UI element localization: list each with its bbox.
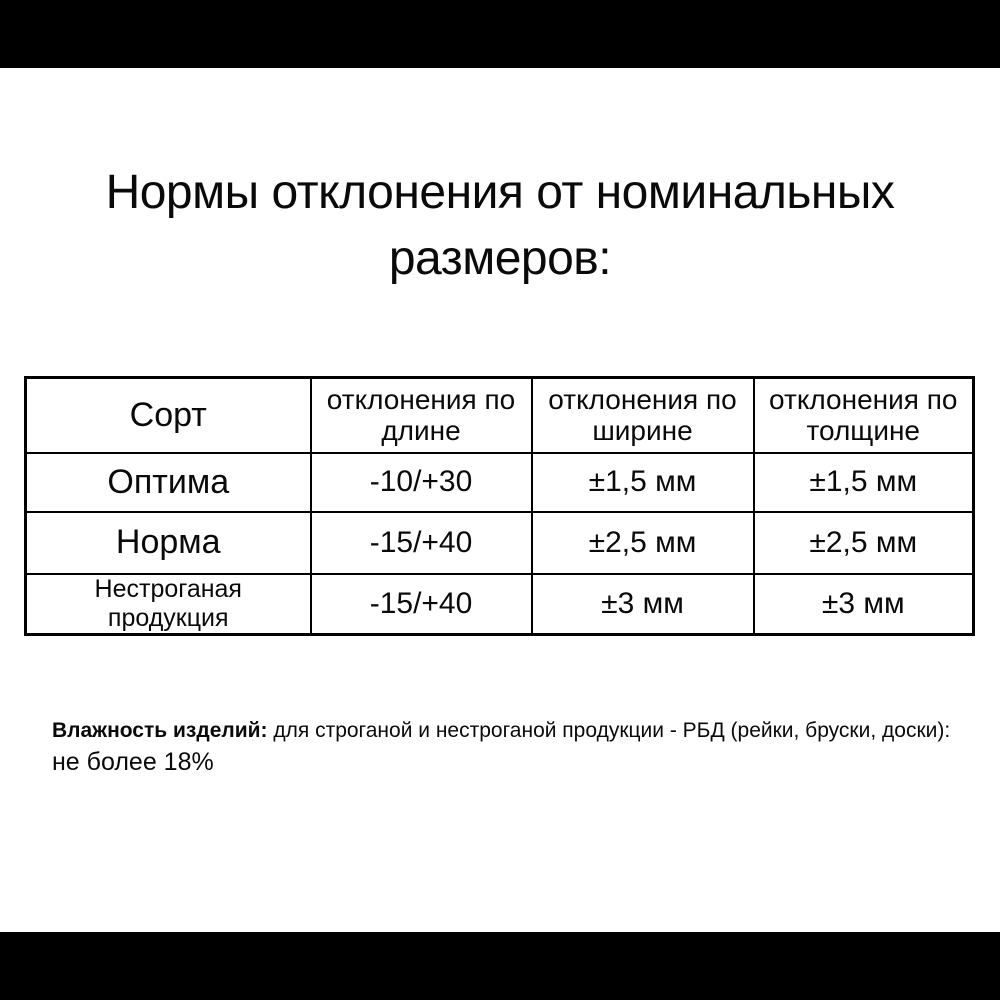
deviation-norms-table [24, 376, 975, 636]
moisture-note [52, 716, 952, 778]
length-deviation-cell: -15/+40 [311, 574, 532, 635]
top-black-band [0, 0, 1000, 68]
length-deviation-cell: -10/+30 [311, 453, 532, 512]
length-deviation-cell: -15/+40 [311, 512, 532, 574]
grade-cell: Норма [26, 512, 311, 574]
thickness-deviation-cell: ±3 мм [754, 574, 974, 635]
moisture-note-line1 [52, 716, 952, 746]
table-row-unplaned-products [26, 574, 974, 635]
thickness-deviation-cell: ±2,5 мм [754, 512, 974, 574]
table-header-row [26, 378, 974, 453]
moisture-note-text: для строганой и нестроганой продукции - РБД (рейки, бруски, доски): [267, 718, 951, 742]
grade-cell: Нестроганая продукция [26, 574, 311, 635]
table-row-norma [26, 512, 974, 574]
page-title: Нормы отклонения от номинальных размеров: [105, 166, 895, 285]
moisture-note-label: Влажность изделий: [52, 718, 268, 742]
table-row-optima [26, 453, 974, 512]
thickness-deviation-cell: ±1,5 мм [754, 453, 974, 512]
moisture-note-line2: не более 18% [52, 747, 214, 776]
column-header-thickness-deviation: отклонения по толщине [754, 378, 974, 453]
column-header-length-deviation: отклонения по длине [311, 378, 532, 453]
column-header-grade: Сорт [26, 378, 311, 453]
width-deviation-cell: ±3 мм [532, 574, 754, 635]
width-deviation-cell: ±2,5 мм [532, 512, 754, 574]
grade-cell: Оптима [26, 453, 311, 512]
width-deviation-cell: ±1,5 мм [532, 453, 754, 512]
bottom-black-band [0, 932, 1000, 1000]
column-header-width-deviation: отклонения по ширине [532, 378, 754, 453]
document-content [0, 68, 1000, 778]
